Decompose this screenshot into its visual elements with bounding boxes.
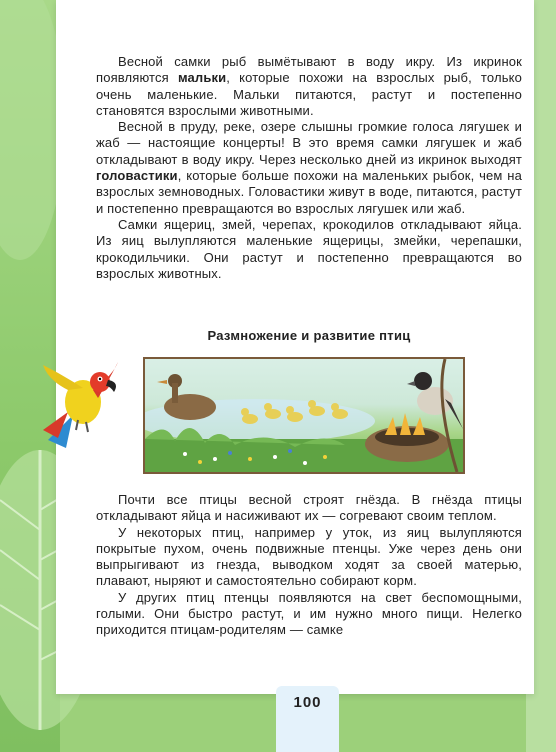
page-number: 100 [293,694,322,711]
paragraph-reptiles: Самки ящериц, змей, черепах, крокодилов откладывают яйца. Из яиц вылупляются маленькие ящерицы, змейки, черепашки, крокодильчики. Они растут и постепенно превращаются во взрослых животных. [96,216,522,281]
paragraph-helpless-chicks: У других птиц птенцы появляются на свет беспомощными, голыми. Они быстро растут, и им нужно много пищи. Нелегко приходится птицам-родителям — самке [96,589,522,638]
paragraph-nests: Почти все птицы весной строят гнёзда. В гнёзда птицы откладывают яйца и насиживают их — согревают своим теплом. [96,492,522,524]
parrot-icon [38,360,128,450]
paragraph-fish: Весной самки рыб вымётывают в воду икру. Из икринок появляются мальки, которые похожи на взрослых рыб, только очень маленькие. Мальки питаются, растут и постепенно становятся взрослыми животными. [96,54,522,118]
page-number-tab [276,686,339,752]
text-block-bottom [96,492,522,639]
section-heading: Размножение и развитие птиц [207,328,411,343]
paragraph-ducklings: У некоторых птиц, например у уток, из яиц вылупляются покрытые пухом, очень подвижные птенцы. Уже через день они выпрыгивают из гнезда, выводком ходят за своей матерью, плавают, ныряют и самостоятельно собирают корм. [96,524,522,589]
birds-illustration [143,357,465,474]
textbook-page [56,0,534,694]
text-block-top [96,54,522,282]
paragraph-frogs: Весной в пруду, реке, озере слышны громкие голоса лягушек и жаб — настоящие концерты! В это время самки лягушек и жаб откладывают в воду икру. Через несколько дней из икринок выходят головастики, которые больше похожи на маленьких рыбок, чем на взрослых земноводных. Головастики живут в воде, питаются, растут и постепенно превращаются во взрослых лягушек или жаб. [96,119,522,216]
